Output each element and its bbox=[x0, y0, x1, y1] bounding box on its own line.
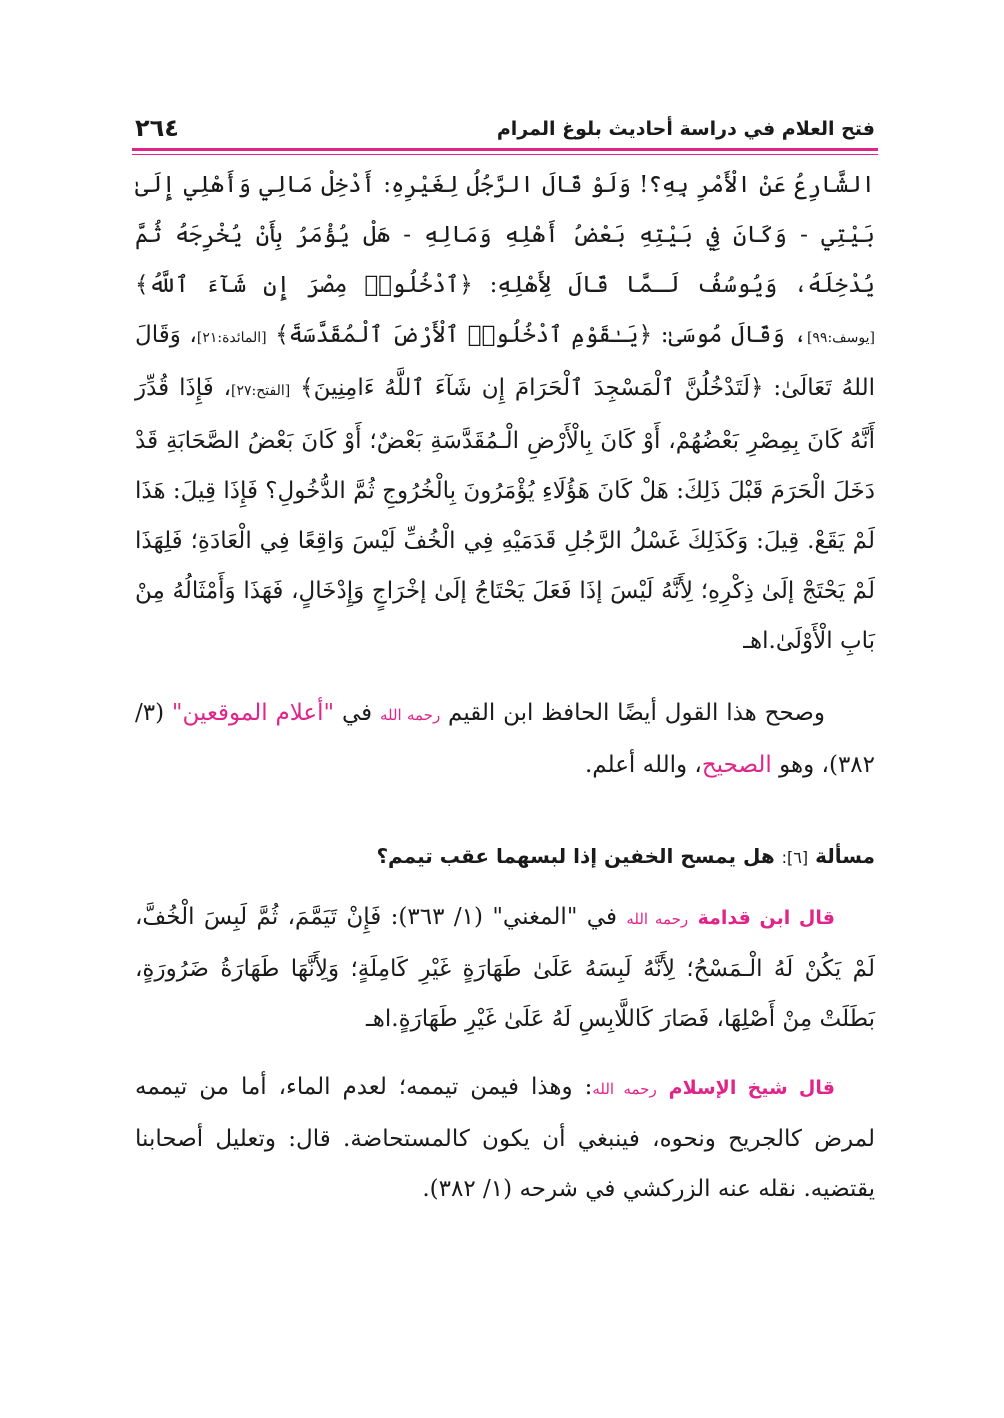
text-run: في bbox=[334, 700, 380, 726]
verdict-word: الصحيح bbox=[701, 752, 772, 778]
author-comment-paragraph bbox=[135, 688, 875, 790]
source-title: "أعلام الموقعين" bbox=[171, 700, 335, 726]
book-title: فتح العلام في دراسة أحاديث بلوغ المرام bbox=[496, 118, 875, 140]
text-run: ، فَإِذَا قُدِّرَ أَنَّهُ كَانَ بِمِصْرِ بَعْضُهُمْ، أَوْ كَانَ بِالْأَرْضِ الْـمُقَدَّسَةِ بَعْضٌ؛ أَوْ كَانَ بَعْضُ الصَّحَابَةِ قَدْ دَخَلَ الْحَرَمَ قَبْلَ ذَلِكَ: هَلْ كَانَ هَؤُلَاءِ يُؤْمَرُونَ بِالْخُرُوجِ ثُمَّ الدُّخُولِ؟ فَإِذَا قِيلَ: هَذَا لَمْ يَقَعْ. قِيلَ: وَكَذَلِكَ غَسْلُ الرَّجُلِ قَدَمَيْهِ فِي الْخُفِّ لَيْسَ وَاقِعًا فِي الْعَادَةِ؛ فَلِهَذَا لَمْ يَحْتَجْ إلَىٰ ذِكْرِهِ؛ لِأَنَّهُ لَيْسَ إذَا فَعَلَ يَحْتَاجُ إلَىٰ إخْرَاجٍ وَإِدْخَالٍ، فَهَذَا وَأَمْثَالُهُ مِنْ بَابِ الْأَوْلَىٰ.اهـ bbox=[135, 375, 875, 654]
quran-verse: ﴿ٱدْخُلُوا۟ مِصْرَ إِن شَآءَ ٱللَّهُ﴾ bbox=[135, 272, 473, 298]
shaykh-islam-paragraph bbox=[135, 1062, 875, 1214]
text-run: (٣/ ٣٨٢)، وهو bbox=[135, 700, 875, 778]
page-header bbox=[135, 112, 875, 148]
text-run: : وهذا فيمن تيممه؛ لعدم الماء، أما من تيممه لمرض كالجريح ونحوه، فينبغي أن يكون كالمستحاضة. قال: وتعليل أصحابنا يقتضيه. نقله عنه الزركشي في شرحه (١/ ٣٨٢). bbox=[135, 1074, 875, 1202]
honorific-glyph: رحمه الله bbox=[626, 910, 689, 928]
text-run: في "المغني" (١/ ٣٦٣): bbox=[381, 904, 627, 930]
header-rule-thin bbox=[132, 154, 878, 155]
text-run: الشَّارِعُ عَنْ الْأَمْرِ بِهِ؟! وَلَوْ قَالَ الرَّجُلُ لِغَيْرِهِ: أَدْخِلْ مَالِي وَأَهْلِي إِلَىٰ بَيْتِي - وَكَانَ فِي بَيْتِهِ بَعْضُ أَهْلِهِ وَمَالِهِ - هَلْ يُؤْمَرُ بِأَنْ يُخْرِجَهُ ثُمَّ يُدْخِلَهُ، وَيُوسُفُ لَـمَّا قَالَ لِأَهْلِهِ: bbox=[135, 172, 875, 298]
question-text: هل يمسح الخفين إذا لبسهما عقب تيمم؟ bbox=[376, 844, 782, 868]
page-body bbox=[135, 160, 875, 1214]
verse-reference: [يوسف:٩٩] bbox=[806, 330, 875, 346]
text-run: ، وَقَالَ مُوسَىٰ: bbox=[652, 322, 807, 348]
speaker-name: قال شيخ الإسلام bbox=[668, 1077, 835, 1099]
speaker-name: قال ابن قدامة bbox=[697, 907, 835, 929]
honorific-glyph: رحمه الله bbox=[379, 706, 441, 724]
quran-verse: ﴿لَتَدْخُلُنَّ ٱلْمَسْجِدَ ٱلْحَرَامَ إِن شَآءَ ٱللَّهُ ءَامِنِينَ﴾ bbox=[300, 375, 764, 401]
verse-reference: [المائدة:٢١] bbox=[196, 330, 267, 346]
question-number: [٦]: bbox=[781, 848, 809, 867]
question-label: مسألة bbox=[815, 844, 875, 868]
text-run: فَإِنْ تَيَمَّمَ، ثُمَّ لَبِسَ الْخُفَّ، لَمْ يَكُنْ لَهُ الْـمَسْحُ؛ لِأَنَّهُ لَبِسَهُ عَلَىٰ طَهَارَةٍ غَيْرِ كَامِلَةٍ؛ وَلِأَنَّهَا طَهَارَةُ ضَرُورَةٍ، بَطَلَتْ مِنْ أَصْلِهَا، فَصَارَ كَاللَّابِسِ لَهُ عَلَىٰ غَيْرِ طَهَارَةٍ.اهـ bbox=[135, 904, 875, 1032]
verse-reference: [الفتح:٢٧] bbox=[231, 383, 291, 399]
header-rule-thick bbox=[132, 148, 878, 151]
page-number: ٢٦٤ bbox=[135, 114, 179, 142]
honorific-glyph: رحمه الله bbox=[592, 1080, 657, 1098]
text-run: ، والله أعلم. bbox=[584, 752, 702, 778]
text-run: وصحح هذا القول أيضًا الحافظ ابن القيم bbox=[440, 700, 825, 726]
quran-verse: ﴿يَـٰقَوْمِ ٱدْخُلُوا۟ ٱلْأَرْضَ ٱلْمُقَدَّسَةَ﴾ bbox=[275, 322, 653, 348]
text-run: ، وَقَالَ اللهُ تَعَالَىٰ: bbox=[135, 322, 876, 401]
question-heading bbox=[135, 836, 875, 878]
ibn-qudama-paragraph bbox=[135, 892, 875, 1044]
quoted-paragraph bbox=[135, 160, 875, 666]
